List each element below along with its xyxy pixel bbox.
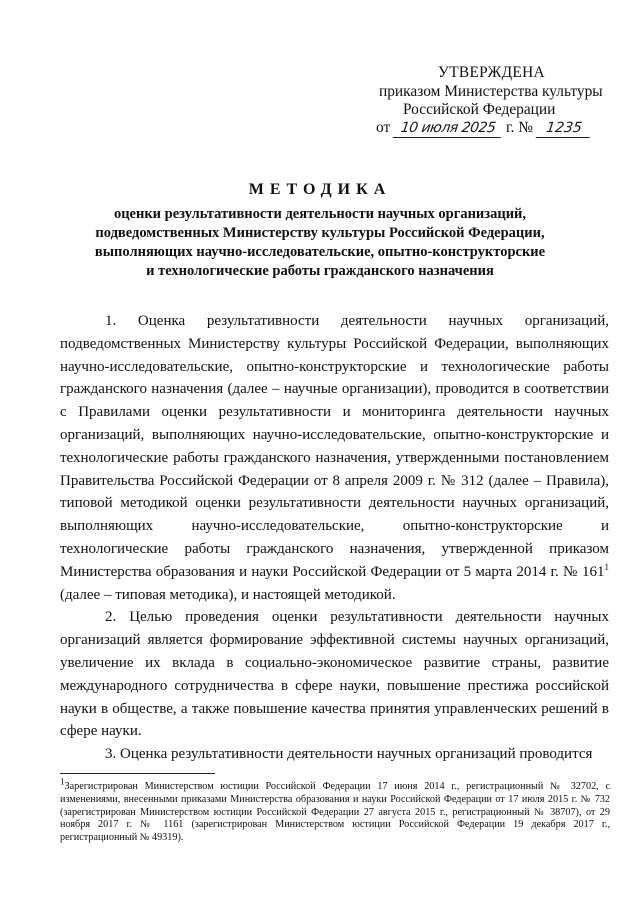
body-text <box>60 310 609 766</box>
approval-date-line <box>376 119 591 138</box>
footnote-text: Зарегистрирован Министерством юстиции Российской Федерации 17 июня 2014 г., регистрационный № 32702, с изменениями, внесенными приказами Министерства образования и науки Российской Федерации от 17 июля 2015 г. № 732 (зарегистрирован Министерством юстиции Российской Федерации 27 августа 2015 г., регистрационный № 38707), от 29 ноября 2017 г. № 1161 (зарегистрирован Министерством юстиции Российской Федерации 19 декабря 2017 г., регистрационный № 49319). <box>60 781 610 844</box>
approval-title: УТВЕРЖДЕНА <box>438 64 545 81</box>
footnote <box>60 776 610 845</box>
approval-date-prefix: от <box>376 119 391 136</box>
handwritten-date: 10 июля 2025 <box>393 119 504 138</box>
paragraph-3: 3. Оценка результативности деятельности научных организаций проводится <box>105 746 593 763</box>
approval-federation-line: Российской Федерации <box>403 101 556 118</box>
footnote-marker: 1 <box>60 776 65 787</box>
subtitle-line: оценки результативности деятельности научных организаций, <box>113 206 527 222</box>
paragraph-2: 2. Целью проведения оценки результативности деятельности научных организаций является формирование эффективной системы научных организаций, увеличение их вклада в социально-экономическое развитие страны, развитие международного сотрудничества в сфере науки, повышение престижа российской науки в обществе, а также повышение качества принятия управленческих решений в сфере науки. <box>60 609 609 740</box>
document-title: МЕТОДИКА <box>248 181 392 198</box>
subtitle-line: выполняющих научно-исследовательские, опытно-конструкторские <box>94 244 546 260</box>
handwritten-order-number: 1235 <box>535 119 592 138</box>
subtitle-line: и технологические работы гражданского назначения <box>146 263 494 279</box>
paragraph-1-tail: (далее – типовая методика), и настоящей методикой. <box>60 586 396 603</box>
paragraph-1 <box>60 310 609 606</box>
approval-year-suffix: г. № <box>505 119 533 136</box>
subtitle-line: подведомственных Министерству культуры Российской Федерации, <box>95 225 545 241</box>
footnote-ref: 1 <box>604 561 609 572</box>
paragraph-1-main: 1. Оценка результативности деятельности научных организаций, подведомственных Министерству культуры Российской Федерации, выполняющих научно-исследовательские, опытно-конструкторские и технологические работы гражданского назначения (далее – научные организации), проводится в соответствии с Правилами оценки результативности и мониторинга деятельности научных организаций, выполняющих научно-исследовательские, опытно-конструкторские и технологические работы гражданского назначения, утвержденными постановлением Правительства Российской Федерации от 8 апреля 2009 г. № 312 (далее – Правила), типовой методикой оценки результативности деятельности научных организаций, выполняющих научно-исследовательские, опытно-конструкторские и технологические работы гражданского назначения, утвержденной приказом Министерства образования и науки Российской Федерации от 5 марта 2014 г. № 161 <box>60 313 609 580</box>
footnote-separator <box>60 773 215 774</box>
approval-order-line: приказом Министерства культуры <box>379 83 603 100</box>
